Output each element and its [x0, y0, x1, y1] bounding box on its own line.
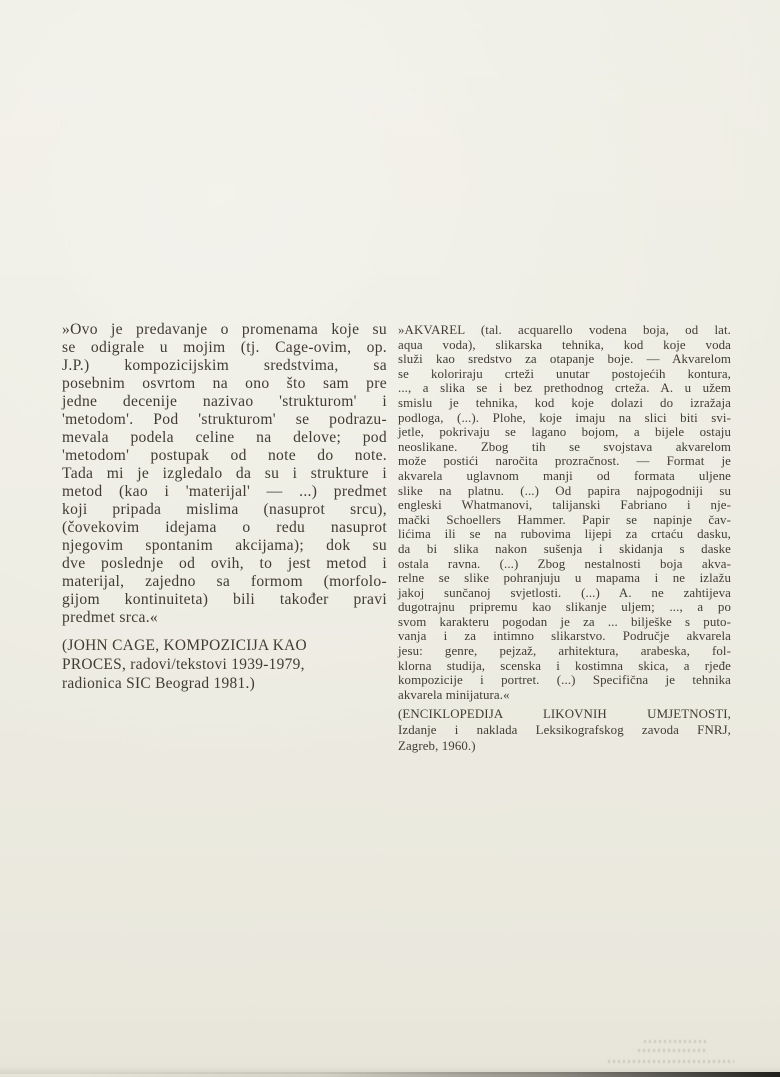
quote-line: gijom kontinuiteta) bili također pravi	[62, 591, 387, 608]
akvarel-entry-column	[398, 323, 731, 754]
entry-line: akvarela minijatura.«	[398, 687, 510, 702]
page-bottom-edge-shadow	[72, 1072, 780, 1077]
entry-line: jesu: genre, pejzaž, arhitektura, arabeska, fol-	[398, 644, 731, 659]
entry-line: jakoj sunčanoj svjetlosti. (...) A. ne zahtijeva	[398, 585, 731, 600]
entry-line: služi kao sredstvo za otapanje boje. — Akvarelom	[398, 352, 731, 367]
quote-line: materijal, zajedno sa formom (morfolo-	[62, 573, 387, 590]
citation-line: Izdanje i naklada Leksikografskog zavoda FNRJ,	[398, 723, 731, 738]
cage-quote-text	[62, 321, 387, 627]
entry-line: kompozicije i portret. (...) Specifična je tehnika	[398, 673, 731, 688]
quote-line: posebnim osvrtom na ono što sam pre	[62, 375, 387, 392]
faint-mark-row	[638, 1049, 706, 1052]
entry-line: engleski Whatmanovi, talijanski Fabriano i nje-	[398, 498, 731, 513]
citation-line: PROCES, radovi/tekstovi 1939-1979,	[62, 656, 305, 673]
entry-line: akvarela uglavnom manji od formata uljene	[398, 468, 731, 483]
quote-line: mevala podela celine na delove; pod	[62, 429, 387, 446]
faint-mark-row	[608, 1060, 734, 1063]
cage-quote-column	[62, 321, 387, 693]
quote-line: dve poslednje od ovih, to jest metod i	[62, 555, 387, 572]
quote-line: »Ovo je predavanje o promenama koje su	[62, 321, 387, 338]
entry-line: može postići naročita prozračnost. — Format je	[398, 454, 731, 469]
entry-line: da bi slika nakon sušenja i skidanja s daske	[398, 541, 731, 556]
entry-line: relne se slike pohranjuju u mapama i ne izlažu	[398, 571, 731, 586]
quote-line: 'metodom' postupak od note do note.	[62, 447, 387, 464]
faint-typed-marks	[608, 1040, 748, 1068]
citation-line: Zagreb, 1960.)	[398, 738, 476, 753]
cage-citation	[62, 636, 387, 693]
entry-line: neoslikane. Zbog tih se svojstava akvarelom	[398, 439, 731, 454]
quote-line: jedne decenije nazivao 'strukturom' i	[62, 393, 387, 410]
citation-line: (ENCIKLOPEDIJA LIKOVNIH UMJETNOSTI,	[398, 707, 731, 722]
entry-line: aqua voda), slikarska tehnika, kod koje voda	[398, 337, 731, 352]
quote-line: J.P.) kompozicijskim sredstvima, sa	[62, 357, 387, 374]
entry-line: mački Schoellers Hammer. Papir se napinje čav-	[398, 512, 731, 527]
entry-line: dugotrajnu pripremu kao slikanje uljem; ..., a po	[398, 600, 731, 615]
quote-line: (čovekovim idejama o redu nasuprot	[62, 519, 387, 536]
entry-line: ostala ravna. (...) Zbog nestalnosti boja akva-	[398, 556, 731, 571]
akvarel-entry-text	[398, 323, 731, 702]
encyclopedia-citation	[398, 707, 731, 754]
entry-line: klorna studija, scenska i kostimna skica, a rjeđe	[398, 658, 731, 673]
entry-line: jetle, pokrivaju se lagano bojom, a bijele ostaju	[398, 425, 731, 440]
entry-line: lićima ili se na rubovima lijepi za crtaću dasku,	[398, 527, 731, 542]
quote-line: Tada mi je izgledalo da su i strukture i	[62, 465, 387, 482]
entry-line: svom karakteru pogodan je za ... bilješke s puto-	[398, 614, 731, 629]
entry-line: podloga, (...). Plohe, koje imaju na slici biti svi-	[398, 410, 731, 425]
quote-line: 'metodom'. Pod 'strukturom' se podrazu-	[62, 411, 387, 428]
citation-line: (JOHN CAGE, KOMPOZICIJA KAO	[62, 637, 307, 654]
quote-line: metod (kao i 'materijal' — ...) predmet	[62, 483, 387, 500]
entry-line: ..., a slika se i bez prethodnog crteža. A. u užem	[398, 381, 731, 396]
quote-line: predmet srca.«	[62, 609, 158, 626]
entry-line: smislu je tehnika, kod koje dolazi do izražaja	[398, 395, 731, 410]
citation-line: radionica SIC Beograd 1981.)	[62, 675, 256, 692]
quote-line: koji pripada mislima (nasuprot srcu),	[62, 501, 387, 518]
entry-line: se koloriraju crteži unutar postojećih kontura,	[398, 366, 731, 381]
faint-mark-row	[644, 1040, 708, 1043]
quote-line: njegovim spontanim akcijama); dok su	[62, 537, 387, 554]
entry-line: »AKVAREL (tal. acquarello vodena boja, od lat.	[398, 323, 731, 337]
entry-line: vanja i za intimno slikarstvo. Područje akvarela	[398, 629, 731, 644]
quote-line: se odigrale u mojim (tj. Cage-ovim, op.	[62, 339, 387, 356]
entry-line: slike na platnu. (...) Od papira najpogodniji su	[398, 483, 731, 498]
